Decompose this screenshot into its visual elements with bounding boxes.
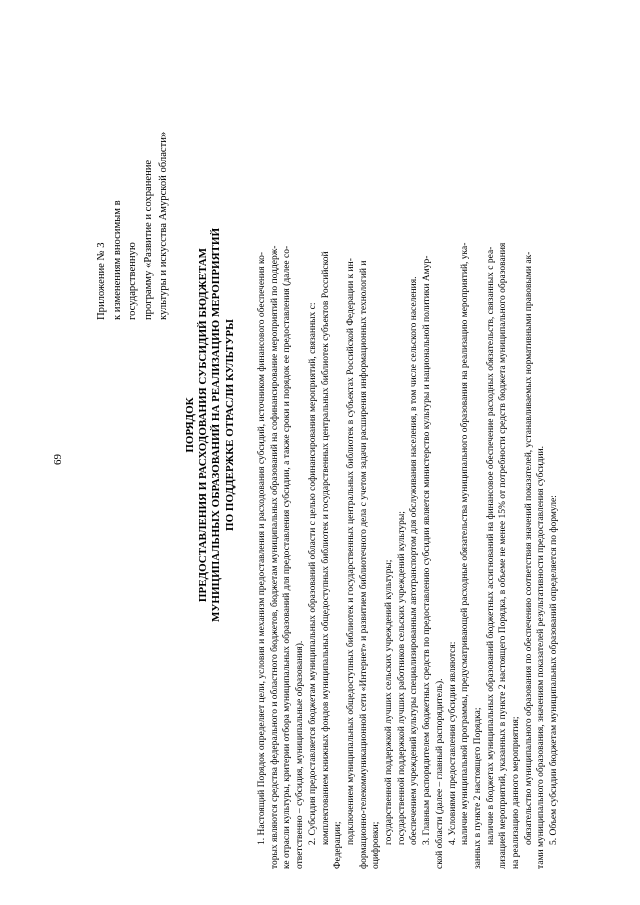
body-line: обеспечением учреждений культуры специализированным автотранспортом для обслуживания населения, в том числе сельского населения. bbox=[409, 276, 420, 845]
body-line: 2. Субсидия предоставляется бюджетам муниципальных образований области с целью софинансирования мероприятий, связанных с: bbox=[307, 302, 318, 845]
body-line: на реализацию данного мероприятия; bbox=[511, 716, 522, 869]
title-line: МУНИЦИПАЛЬНЫХ ОБРАЗОВАНИЙ НА РЕАЛИЗАЦИЮ МЕРОПРИЯТИЙ bbox=[210, 227, 223, 623]
body-line: тами муниципального образования, значениям показателей результативности предоставления субсидии. bbox=[536, 445, 547, 869]
document-title bbox=[184, 105, 237, 745]
body-line: ответственно – субсидия, муниципальные образования). bbox=[295, 640, 306, 869]
body-line: формационно-телекоммуникационной сети «Интернет» и развитием библиотечного дела с учетом задачи расширения информационных технологий и bbox=[358, 260, 369, 869]
body-line: Федерации; bbox=[333, 821, 344, 869]
title-line: ПОРЯДОК bbox=[184, 397, 196, 453]
body-line: торых являются средства федерального и областного бюджетов, бюджетам муниципальных образований на софинансирование мероприятий по поддерж- bbox=[269, 245, 280, 869]
body-line: 3. Главным распорядителем бюджетных средств по предоставлению субсидии является министерство культуры и национальной политики Амур- bbox=[422, 255, 433, 845]
title-line: ПРЕДОСТАВЛЕНИЯ И РАСХОДОВАНИЯ СУБСИДИЙ БЮДЖЕТАМ bbox=[197, 247, 210, 603]
body-line: ке отрасли культуры, критерии отбора муниципальных образований для предоставления субсидии, а также сроки и порядок ее предоставления (далее со- bbox=[282, 245, 293, 869]
body-line: подключением муниципальных общедоступных библиотек и государственных центральных библиотек в субъектах Российской Федерации к ин- bbox=[345, 258, 356, 845]
body-line: государственной поддержкой лучших сельских учреждений культуры; bbox=[384, 559, 395, 845]
body-line: обязательство муниципального образования по обеспечению соответствия значений показателей, устанавливаемых нормативными правовыми ак- bbox=[523, 251, 534, 845]
title-line: ПО ПОДДЕРЖКЕ ОТРАСЛИ КУЛЬТУРЫ bbox=[223, 319, 236, 531]
body-line: лизацией мероприятий, указанных в пункте 2 настоящего Порядка, в объеме не менее 15% от потребности средств бюджета муниципального образования bbox=[498, 242, 509, 869]
appendix-line: культуры и искусства Амурской области» bbox=[158, 131, 170, 320]
body-line: 1. Настоящий Порядок определяет цели, условия и механизм предоставления и расходования субсидий, источником финансового обеспечения ко- bbox=[257, 251, 267, 845]
body-line: оцифровки; bbox=[371, 821, 382, 869]
appendix-line: Приложение № 3 bbox=[96, 242, 107, 320]
document-body bbox=[256, 19, 561, 869]
body-line: ской области (далее – главный распорядитель). bbox=[434, 678, 445, 869]
body-line: 5. Объем субсидии бюджетам муниципальных образований определяется по формуле: bbox=[549, 495, 560, 845]
appendix-line: к изменениям вносимым в bbox=[111, 200, 123, 320]
body-line: наличие в бюджетах муниципальных образований бюджетных ассигнований на финансовое обеспечение расходных обязательств, связанных с реа- bbox=[485, 246, 496, 845]
body-line: 4. Условиями предоставления субсидии являются: bbox=[447, 641, 458, 845]
appendix-line: программу «Развитие и сохранение bbox=[142, 159, 154, 320]
body-line: государственной поддержкой лучших работников сельских учреждений культуры; bbox=[396, 511, 407, 845]
appendix-line: государственную bbox=[127, 242, 139, 320]
body-line: комплектованием книжных фондов муниципальных общедоступных библиотек и государственных центральных библиотек субъектов Российской bbox=[320, 251, 331, 845]
body-line: занных в пункте 2 настоящего Порядка; bbox=[472, 707, 483, 869]
page-number: 69 bbox=[52, 454, 64, 465]
appendix-block bbox=[94, 10, 172, 320]
body-line: наличие муниципальной программы, предусматривающей расходные обязательства муниципального образования на реализацию мероприятий, ука- bbox=[460, 242, 471, 845]
